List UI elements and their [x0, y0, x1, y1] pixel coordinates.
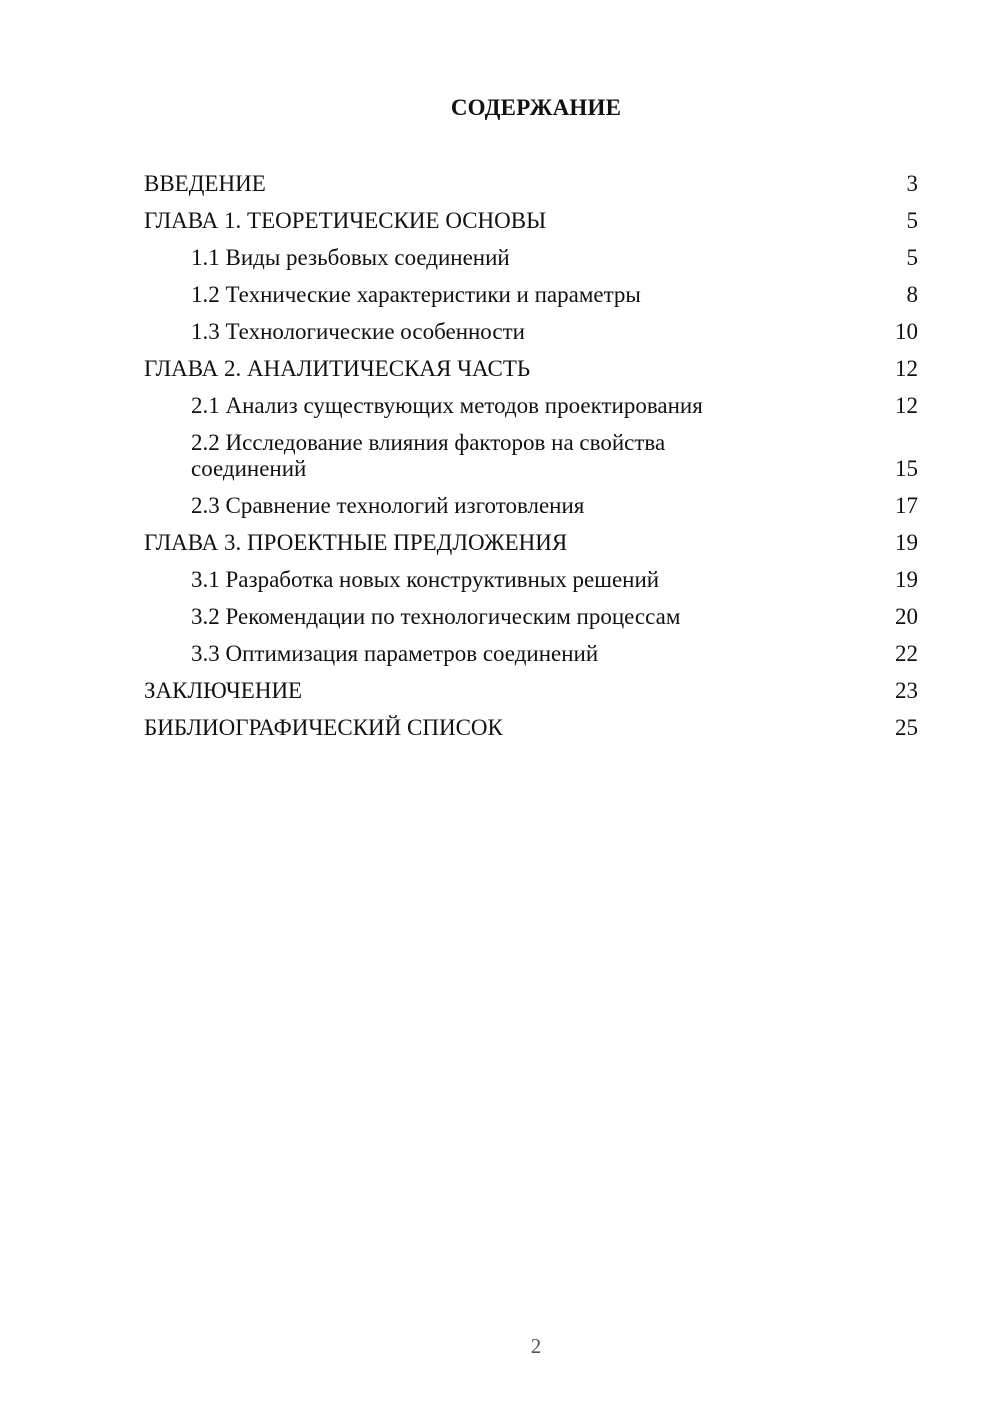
toc-entry[interactable]	[144, 562, 918, 599]
toc-entry[interactable]	[144, 314, 918, 351]
toc-entry[interactable]	[144, 351, 918, 388]
toc-entry-page: 5	[906, 245, 918, 270]
toc-entry-label: 2.3 Сравнение технологий изготовления	[191, 493, 585, 518]
toc-entry-page: 19	[895, 530, 918, 555]
toc-entry-label: 1.1 Виды резьбовых соединений	[191, 245, 510, 270]
toc-entry-label: 3.3 Оптимизация параметров соединений	[191, 641, 599, 666]
toc-entry[interactable]	[144, 710, 918, 747]
toc-entry-label: 3.1 Разработка новых конструктивных решений	[191, 567, 660, 592]
toc-entry[interactable]	[144, 488, 918, 525]
toc-entry-page: 23	[895, 678, 918, 703]
toc-entry-label: 2.2 Исследование влияния факторов на свойства соединений	[191, 430, 666, 481]
toc-entry[interactable]	[144, 240, 918, 277]
toc-entry[interactable]	[144, 636, 918, 673]
toc-entry-label: ГЛАВА 3. ПРОЕКТНЫЕ ПРЕДЛОЖЕНИЯ	[144, 530, 568, 555]
toc-entry-page: 3	[906, 171, 918, 196]
table-of-contents	[144, 166, 918, 747]
page-number: 2	[530, 1334, 542, 1358]
toc-entry-page: 19	[895, 567, 918, 592]
toc-entry[interactable]	[144, 599, 918, 636]
toc-entry-page: 5	[906, 208, 918, 233]
toc-entry-label: 1.3 Технологические особенности	[191, 319, 525, 344]
toc-entry-page: 8	[906, 282, 918, 307]
toc-entry[interactable]	[144, 525, 918, 562]
toc-entry-page: 12	[895, 393, 918, 418]
toc-entry[interactable]	[144, 166, 918, 203]
toc-entry[interactable]	[144, 277, 918, 314]
toc-entry-label: ВВЕДЕНИЕ	[144, 171, 266, 196]
toc-entry-label: ГЛАВА 1. ТЕОРЕТИЧЕСКИЕ ОСНОВЫ	[144, 208, 547, 233]
toc-entry-label: ГЛАВА 2. АНАЛИТИЧЕСКАЯ ЧАСТЬ	[144, 356, 531, 381]
toc-entry-page: 25	[895, 715, 918, 740]
toc-entry-label: 1.2 Технические характеристики и параметры	[191, 282, 641, 307]
toc-entry-page: 10	[895, 319, 918, 344]
toc-entry-label: ЗАКЛЮЧЕНИЕ	[144, 678, 303, 703]
toc-entry[interactable]	[144, 203, 918, 240]
toc-entry-page: 15	[895, 456, 918, 481]
toc-entry[interactable]	[144, 673, 918, 710]
toc-entry-label: 3.2 Рекомендации по технологическим процессам	[191, 604, 681, 629]
toc-entry-page: 12	[895, 356, 918, 381]
toc-entry-label: 2.1 Анализ существующих методов проектирования	[191, 393, 703, 418]
toc-entry-page: 20	[895, 604, 918, 629]
page-title: СОДЕРЖАНИЕ	[450, 95, 622, 120]
toc-entry[interactable]	[144, 388, 918, 425]
toc-entry-page: 22	[895, 641, 918, 666]
toc-entry[interactable]	[144, 425, 918, 488]
toc-entry-page: 17	[895, 493, 918, 518]
toc-entry-label: БИБЛИОГРАФИЧЕСКИЙ СПИСОК	[144, 715, 503, 740]
